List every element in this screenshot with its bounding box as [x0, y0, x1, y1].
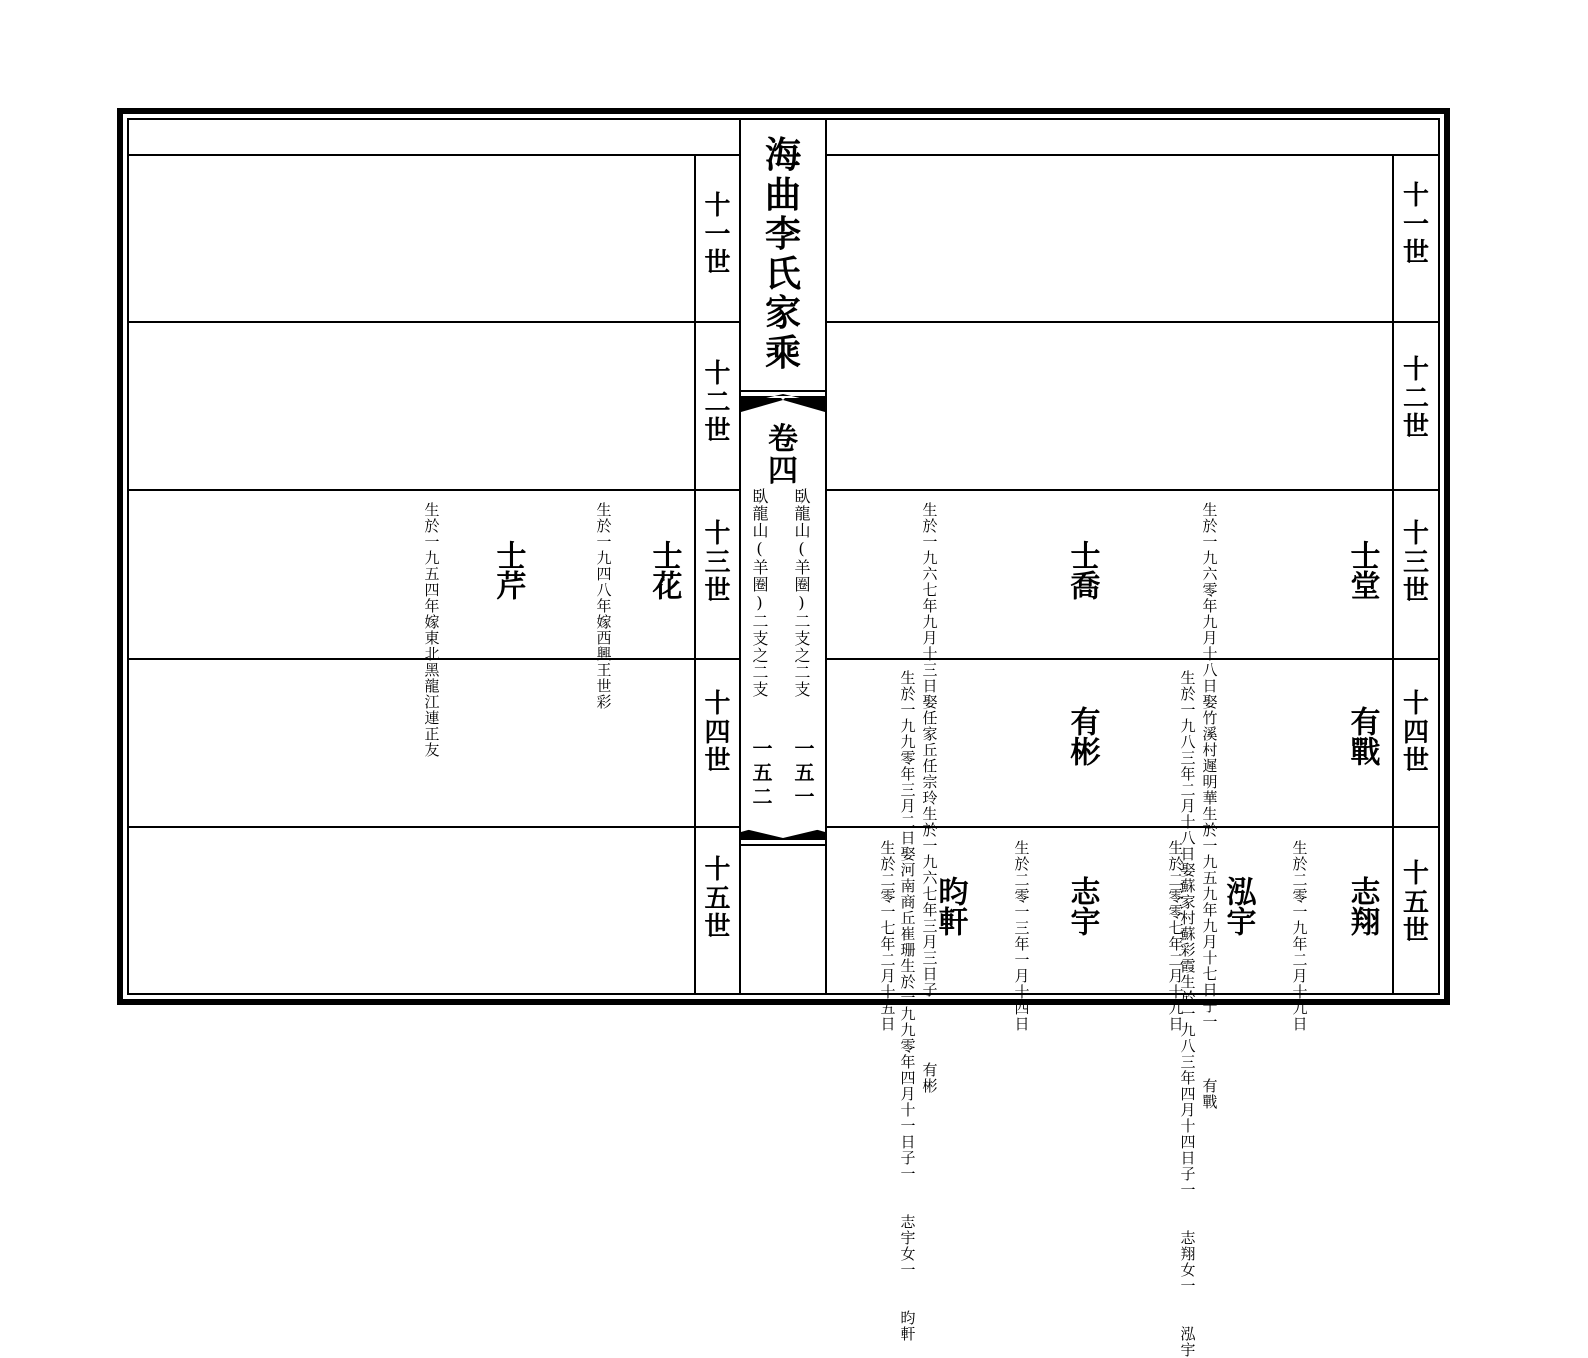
info-line: 子一 有彬	[920, 982, 939, 1094]
gen-char: 三	[1402, 547, 1429, 578]
title-char: 李	[764, 213, 801, 256]
info-line: 嫁西興王世彩	[594, 614, 613, 710]
info-line: 生於二零一三年	[1012, 840, 1031, 952]
gen-char: 十	[1402, 689, 1429, 719]
info-line: 九月十三日娶任	[920, 614, 939, 726]
gen-label-right	[1394, 182, 1438, 268]
gen-char: 十	[1402, 519, 1429, 549]
info-line: 正友	[422, 726, 441, 758]
gen-label-right	[1394, 356, 1438, 442]
gen-label-left	[696, 520, 739, 606]
person-info	[1198, 502, 1221, 1110]
info-line: 生於一九五四年	[422, 502, 441, 614]
info-line: 二月十八日娶蘇	[1178, 782, 1197, 894]
info-line: 生於一九六七年	[920, 502, 939, 614]
gen-label-left	[696, 856, 739, 942]
info-line: 女一 昀軒	[898, 1246, 917, 1342]
person-info	[420, 502, 443, 758]
info-line: 嫁東北黑龍江連	[422, 614, 441, 726]
person-info	[1164, 840, 1187, 1032]
person-name: 志翔	[1344, 876, 1380, 936]
gen-char: 五	[1402, 887, 1429, 918]
volume-label	[741, 424, 825, 487]
volume-char: 四	[768, 453, 798, 489]
title-char: 家	[764, 292, 801, 335]
fish-tail-top	[741, 390, 825, 420]
info-line: 家丘任宗玲生於	[920, 726, 939, 838]
gen-char: 世	[1402, 238, 1429, 269]
row-line	[827, 321, 1438, 323]
info-line: 生於一九八三年	[1178, 670, 1197, 782]
info-line: 一九六七年三月	[920, 838, 939, 950]
info-line: 一日	[898, 1118, 917, 1150]
gen-char: 四	[1402, 717, 1429, 748]
gen-label-left	[696, 360, 739, 446]
info-line: 家村蘇彩霞生於	[1178, 894, 1197, 1006]
gen-char: 一	[704, 219, 731, 250]
person-info	[592, 502, 615, 710]
person-info	[918, 502, 941, 1094]
gen-char: 二	[1402, 383, 1429, 414]
spine-line-right	[825, 118, 827, 995]
info-line: 一九五九年九月	[1200, 838, 1219, 950]
info-line: 二月十九日	[1166, 952, 1185, 1032]
gen-char: 十	[704, 359, 731, 389]
title-char: 氏	[764, 252, 801, 295]
gen-label-right	[1394, 520, 1438, 606]
info-line: 生於二零一七年	[878, 840, 897, 952]
book-title	[741, 136, 825, 374]
info-line: 生於一九九零年	[898, 670, 917, 782]
fish-tail-bottom	[741, 818, 825, 850]
info-line: 一月十四日	[1012, 952, 1031, 1032]
person-name: 泓宇	[1220, 876, 1256, 936]
gen-label-left	[696, 192, 739, 278]
info-line: 生於二零一九年	[1290, 840, 1309, 952]
gen-char: 世	[704, 416, 731, 447]
person-name: 有戰	[1344, 706, 1380, 766]
gen-label-right	[1394, 860, 1438, 946]
gen-char: 十	[1402, 859, 1429, 889]
info-line: 一九八三年四月	[1178, 1006, 1197, 1118]
info-line: 溪村遲明華生於	[1200, 726, 1219, 838]
gen-char: 世	[704, 912, 731, 943]
info-line: 子一 志宇	[898, 1150, 917, 1246]
title-char: 乘	[764, 331, 801, 374]
person-name: 昀軒	[932, 876, 968, 936]
gen-char: 二	[704, 387, 731, 418]
title-char: 海	[764, 134, 801, 176]
info-line: 三日	[920, 950, 939, 982]
info-line: 二月十九日	[1290, 952, 1309, 1032]
row-line	[127, 826, 739, 828]
person-info	[1176, 670, 1199, 1358]
gen-char: 十	[704, 519, 731, 549]
gen-char: 世	[704, 248, 731, 279]
person-info	[1010, 840, 1033, 1032]
person-name: 士芹	[490, 540, 526, 600]
gen-char: 四	[704, 717, 731, 748]
row-line	[127, 489, 739, 491]
info-line: 子一 志翔	[1178, 1166, 1197, 1262]
gen-char: 世	[1402, 576, 1429, 607]
page-number-left: 一五二	[749, 738, 773, 810]
gen-char: 五	[704, 883, 731, 914]
person-name: 有彬	[1064, 706, 1100, 766]
info-line: 二月十五日	[878, 952, 897, 1032]
info-line: 十七日	[1200, 950, 1219, 998]
gen-label-left	[696, 690, 739, 776]
person-info	[876, 840, 899, 1032]
gen-label-right	[1394, 690, 1438, 776]
title-char: 曲	[764, 173, 801, 216]
gen-char: 十	[1402, 355, 1429, 385]
person-name: 士喬	[1064, 540, 1100, 600]
gen-char: 世	[1402, 746, 1429, 777]
gen-char: 世	[1402, 412, 1429, 443]
gen-char: 十	[704, 689, 731, 719]
gen-char: 一	[1402, 209, 1429, 240]
person-name: 士花	[646, 540, 682, 600]
gen-char: 世	[1402, 916, 1429, 947]
info-line: 商丘崔珊生於一	[898, 894, 917, 1006]
gen-char: 十	[704, 191, 731, 221]
info-line: 生於一九六零年	[1200, 502, 1219, 614]
info-line: 九九零年四月十	[898, 1006, 917, 1118]
person-info	[1288, 840, 1311, 1032]
volume-char: 卷	[768, 422, 798, 457]
person-info	[896, 670, 919, 1342]
header-line-right	[827, 154, 1438, 156]
row-line	[127, 321, 739, 323]
info-line: 女一 泓宇	[1178, 1262, 1197, 1358]
page-number-right: 一五一	[791, 738, 815, 810]
info-line: 子一 有戰	[1200, 998, 1219, 1110]
person-name: 士堂	[1344, 540, 1380, 600]
person-name: 志宇	[1064, 876, 1100, 936]
info-line: 生於一九四八年	[594, 502, 613, 614]
info-line: 十四日	[1178, 1118, 1197, 1166]
gen-char: 十	[704, 855, 731, 885]
branch-text-left: 臥龍山(羊圈)二支之二支	[750, 488, 769, 698]
header-line-left	[127, 154, 739, 156]
gen-char: 三	[704, 547, 731, 578]
branch-text-right: 臥龍山(羊圈)二支之二支	[792, 488, 811, 698]
info-line: 九月十八日娶竹	[1200, 614, 1219, 726]
row-line	[827, 489, 1438, 491]
info-line: 三月二日娶河南	[898, 782, 917, 894]
info-line: 生於二零零七年	[1166, 840, 1185, 952]
gen-char: 世	[704, 576, 731, 607]
gen-char: 世	[704, 746, 731, 777]
gen-char: 十	[1402, 181, 1429, 211]
